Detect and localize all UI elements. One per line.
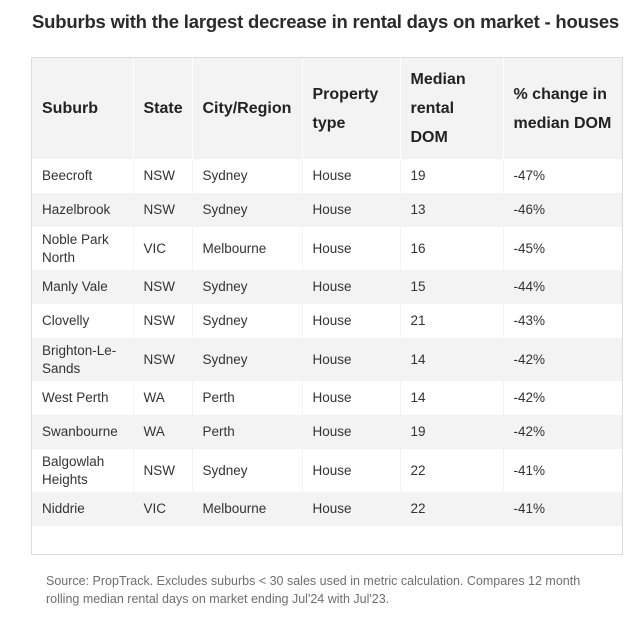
rental-dom-table	[32, 58, 622, 526]
cell-suburb: Brighton-Le-Sands	[32, 338, 133, 381]
table-row	[32, 270, 622, 304]
cell-property-type: House	[302, 304, 400, 338]
cell-suburb: West Perth	[32, 381, 133, 415]
cell-suburb: Balgowlah Heights	[32, 449, 133, 492]
cell-city-region: Perth	[192, 381, 302, 415]
cell-property-type: House	[302, 338, 400, 381]
cell-city-region: Sydney	[192, 159, 302, 193]
cell-suburb: Clovelly	[32, 304, 133, 338]
header-state: State	[133, 58, 192, 159]
cell-median-dom: 14	[400, 338, 503, 381]
cell-median-dom: 16	[400, 227, 503, 270]
cell-city-region: Perth	[192, 415, 302, 449]
cell-city-region: Sydney	[192, 193, 302, 227]
cell-percent-change: -43%	[513, 313, 546, 328]
cell-percent-change: -44%	[513, 279, 546, 294]
cell-suburb: Noble Park North	[32, 227, 133, 270]
cell-percent-change: -46%	[513, 202, 546, 217]
cell-state: NSW	[133, 193, 192, 227]
cell-property-type: House	[302, 492, 400, 526]
cell-percent-change: -45%	[513, 240, 546, 256]
cell-property-type: House	[302, 193, 400, 227]
cell-property-type: House	[302, 227, 400, 270]
cell-median-dom: 19	[400, 415, 503, 449]
cell-city-region: Sydney	[192, 338, 302, 381]
cell-city-region: Sydney	[192, 304, 302, 338]
table-row	[32, 227, 622, 270]
cell-city-region: Sydney	[192, 449, 302, 492]
table-header	[32, 58, 622, 159]
header-percent-change: % change in median DOM	[513, 85, 612, 132]
cell-state: WA	[133, 381, 192, 415]
table-row	[32, 304, 622, 338]
cell-property-type: House	[302, 381, 400, 415]
cell-state: NSW	[133, 449, 192, 492]
cell-suburb: Niddrie	[32, 492, 133, 526]
cell-state: NSW	[133, 159, 192, 193]
cell-median-dom: 15	[400, 270, 503, 304]
header-median-rental-dom: Median rental DOM	[400, 58, 503, 159]
table-row	[32, 159, 622, 193]
header-property-type: Property type	[302, 58, 400, 159]
cell-median-dom: 22	[400, 492, 503, 526]
cell-state: NSW	[133, 304, 192, 338]
cell-suburb: Beecroft	[32, 159, 133, 193]
cell-city-region: Sydney	[192, 270, 302, 304]
cell-median-dom: 22	[400, 449, 503, 492]
data-table-container	[31, 57, 623, 555]
cell-property-type: House	[302, 415, 400, 449]
cell-state: NSW	[133, 270, 192, 304]
table-row	[32, 338, 622, 381]
cell-suburb: Hazelbrook	[32, 193, 133, 227]
header-city-region: City/Region	[192, 58, 302, 159]
table-row	[32, 449, 622, 492]
cell-city-region: Melbourne	[192, 227, 302, 270]
cell-state: VIC	[133, 492, 192, 526]
cell-median-dom: 19	[400, 159, 503, 193]
cell-suburb: Manly Vale	[32, 270, 133, 304]
cell-percent-change: -47%	[513, 168, 546, 183]
cell-property-type: House	[302, 270, 400, 304]
table-row	[32, 415, 622, 449]
header-row	[32, 58, 622, 159]
table-body	[32, 159, 622, 526]
cell-percent-change: -42%	[513, 424, 546, 439]
cell-percent-change: -42%	[513, 351, 546, 367]
source-note: Source: PropTrack. Excludes suburbs < 30 sales used in metric calculation. Compares 12 month rolling median rental days on market ending Jul'24 with Jul'23.	[46, 574, 581, 606]
cell-city-region: Melbourne	[192, 492, 302, 526]
cell-state: WA	[133, 415, 192, 449]
cell-property-type: House	[302, 159, 400, 193]
cell-percent-change: -41%	[513, 462, 546, 478]
cell-suburb: Swanbourne	[32, 415, 133, 449]
table-row	[32, 193, 622, 227]
cell-percent-change: -42%	[513, 390, 546, 405]
table-row	[32, 381, 622, 415]
cell-median-dom: 21	[400, 304, 503, 338]
cell-property-type: House	[302, 449, 400, 492]
cell-percent-change: -41%	[513, 501, 546, 516]
cell-median-dom: 13	[400, 193, 503, 227]
cell-state: VIC	[133, 227, 192, 270]
header-suburb: Suburb	[32, 58, 133, 159]
cell-median-dom: 14	[400, 381, 503, 415]
table-row	[32, 492, 622, 526]
page-title: Suburbs with the largest decrease in rental days on market - houses	[32, 11, 620, 32]
cell-state: NSW	[133, 338, 192, 381]
